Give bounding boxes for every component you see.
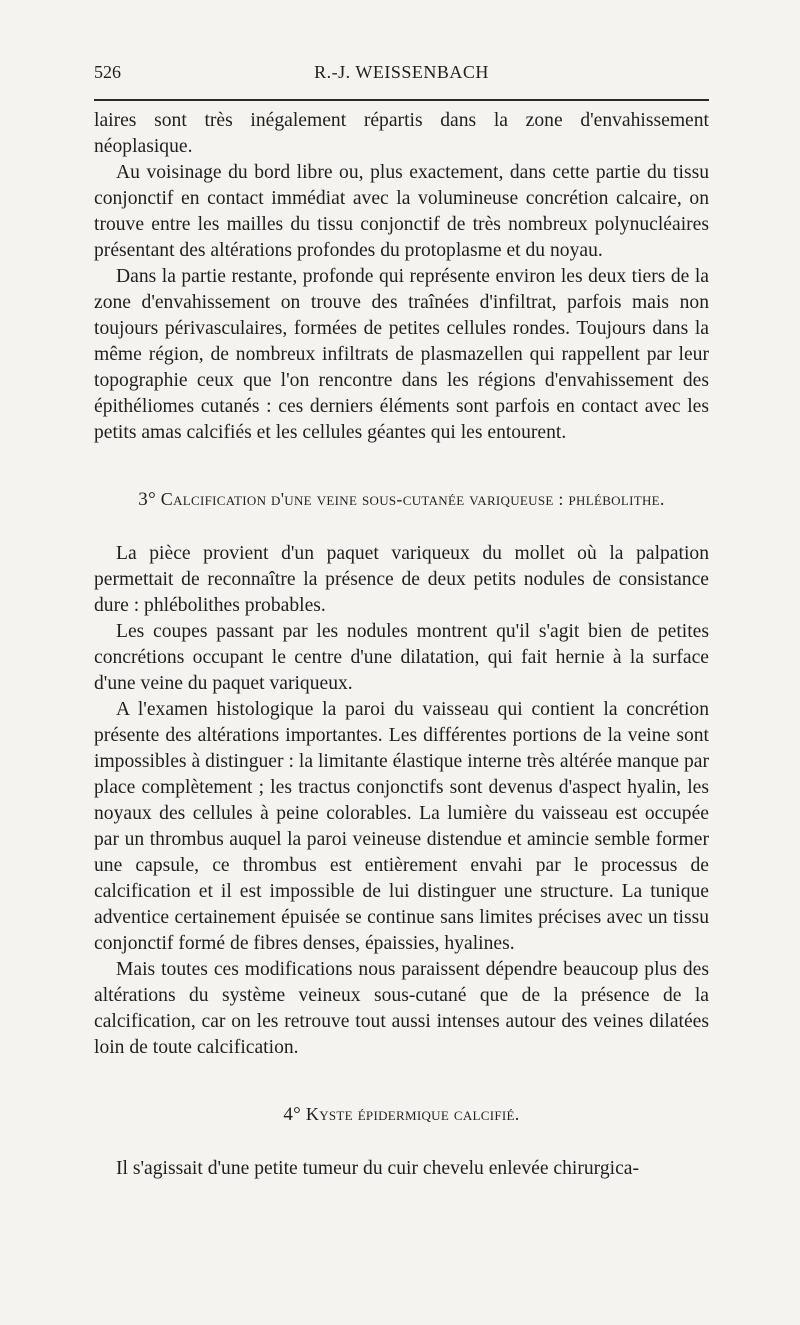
section-title: Calcification d'une veine sous-cutanée variqueuse : phlébolithe.	[160, 489, 665, 509]
running-head: R.-J. WEISSENBACH	[314, 62, 489, 82]
paragraph: Mais toutes ces modifications nous paraissent dépendre beaucoup plus des altérations du système veineux sous-cutané que de la présence de la calcification, car on les retrouve tout aussi intenses autour des veines dilatées loin de toute calcification.	[94, 959, 709, 1058]
section-number: 3°	[138, 489, 156, 510]
section-heading-4	[94, 1101, 709, 1128]
paragraph: La pièce provient d'un paquet variqueux du mollet où la palpation permettait de reconnaître la présence de deux petits nodules de consistance dure : phlébolithes probables.	[94, 543, 709, 616]
paragraph: Les coupes passant par les nodules montrent qu'il s'agit bien de petites concrétions occupant le centre d'une dilatation, qui fait hernie à la surface d'une veine du paquet variqueux.	[94, 621, 709, 694]
header-rule	[94, 99, 709, 101]
page-number: 526	[94, 62, 121, 82]
paragraph: Il s'agissait d'une petite tumeur du cuir chevelu enlevée chirurgica-	[116, 1158, 640, 1179]
paragraph: laires sont très inégalement répartis dans la zone d'envahissement néoplasique.	[94, 110, 709, 157]
page-header	[94, 62, 709, 86]
section-title: Kyste épidermique calcifié.	[305, 1104, 520, 1124]
paragraph: Au voisinage du bord libre ou, plus exactement, dans cette partie du tissu conjonctif en contact immédiat avec la volumineuse concrétion calcaire, on trouve entre les mailles du tissu conjonctif de très nombreux polynucléaires présentant des altérations profondes du protoplasme et du noyau.	[94, 162, 709, 261]
section-number: 4°	[283, 1104, 302, 1125]
body-text	[94, 108, 709, 1182]
paragraph: Dans la partie restante, profonde qui représente environ les deux tiers de la zone d'envahissement on trouve des traînées d'infiltrat, parfois mais non toujours périvasculaires, formées de petites cellules rondes. Toujours dans la même région, de nombreux infiltrats de plasmazellen qui rappellent par leur topographie ceux que l'on rencontre dans les régions d'envahissement des épithéliomes cutanés : ces derniers éléments sont parfois en contact avec les petits amas calcifiés et les cellules géantes qui les entourent.	[94, 266, 709, 443]
section-heading-3	[94, 486, 709, 513]
paragraph: A l'examen histologique la paroi du vaisseau qui contient la concrétion présente des altérations importantes. Les différentes portions de la veine sont impossibles à distinguer : la limitante élastique interne très altérée manque par place complètement ; les tractus conjonctifs sont devenus d'aspect hyalin, les noyaux des cellules à peine colorables. La lumière du vaisseau est occupée par un thrombus auquel la paroi veineuse distendue et amincie semble former une capsule, ce thrombus est entièrement envahi par le processus de calcification et il est impossible de lui distinguer une structure. La tunique adventice certainement épuisée se continue sans limites précises avec un tissu conjonctif formé de fibres denses, épaissies, hyalines.	[94, 699, 709, 954]
